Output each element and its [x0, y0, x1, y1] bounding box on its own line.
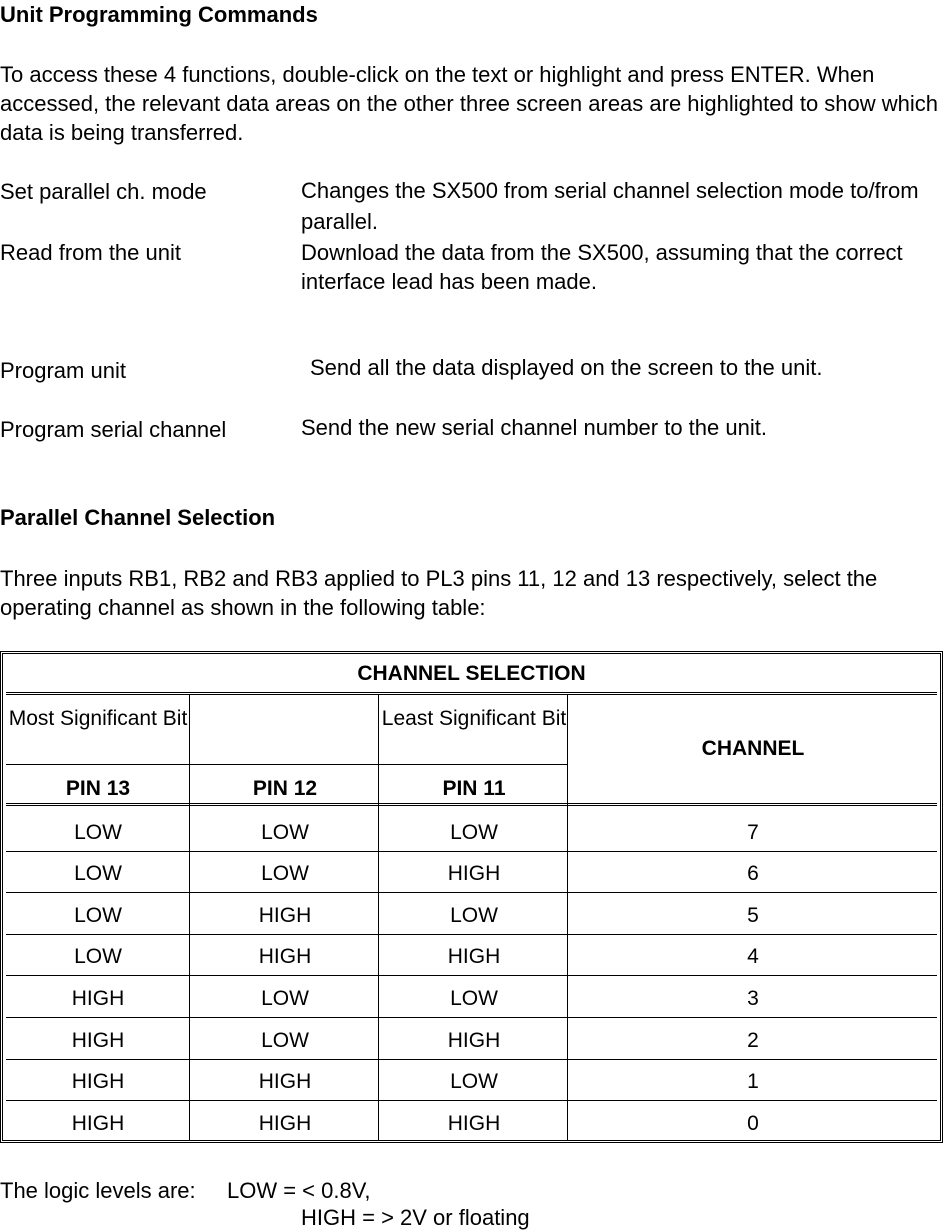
table-divider [6, 1059, 937, 1060]
table-cell-channel: 1 [747, 1070, 759, 1093]
table-divider [6, 892, 937, 893]
table-cell-channel: 4 [747, 945, 759, 968]
table-cell: HIGH [258, 1070, 312, 1093]
table-cell: HIGH [447, 945, 501, 968]
section-title-parallel-selection: Parallel Channel Selection [0, 505, 276, 530]
table-divider [6, 1100, 937, 1101]
table-cell-channel: 5 [747, 904, 759, 927]
table-cell: LOW [261, 987, 309, 1010]
table-divider [6, 764, 567, 765]
header-most-significant-bit: Most Significant Bit [8, 707, 188, 730]
channel-selection-table [0, 651, 943, 1143]
command-desc-program-unit: Send all the data displayed on the screen to the unit. [310, 355, 823, 380]
logic-levels-label: The logic levels are: [0, 1178, 196, 1203]
table-cell-channel: 6 [747, 862, 759, 885]
parallel-selection-intro: Three inputs RB1, RB2 and RB3 applied to PL3 pins 11, 12 and 13 respectively, select the operating channel as shown in the following table: [0, 566, 878, 620]
logic-level-high: HIGH = > 2V or floating [301, 1205, 530, 1230]
unit-programming-intro: To access these 4 functions, double-click on the text or highlight and press ENTER. When accessed, the relevant data areas on the other three screen areas are highlighted to show which data is being transferred. [0, 62, 939, 145]
table-cell: LOW [74, 945, 122, 968]
table-divider [6, 1017, 937, 1018]
logic-level-low: LOW = < 0.8V, [227, 1178, 371, 1203]
table-divider [6, 975, 937, 976]
table-cell: LOW [450, 1070, 498, 1093]
header-channel: CHANNEL [701, 737, 805, 760]
command-term-read-from-unit: Read from the unit [0, 240, 181, 265]
table-divider [6, 803, 937, 806]
header-pin-11: PIN 11 [442, 777, 506, 800]
table-cell-channel: 2 [747, 1029, 759, 1052]
table-cell: LOW [450, 821, 498, 844]
command-term-set-parallel: Set parallel ch. mode [0, 179, 207, 204]
table-cell: LOW [261, 862, 309, 885]
table-cell: HIGH [71, 987, 125, 1010]
command-desc-program-serial: Send the new serial channel number to the unit. [301, 415, 767, 440]
table-cell: HIGH [447, 1112, 501, 1135]
command-term-program-unit: Program unit [0, 358, 126, 383]
table-title: CHANNEL SELECTION [357, 662, 586, 685]
table-divider [6, 851, 937, 852]
section-title-unit-programming: Unit Programming Commands [0, 2, 318, 27]
table-cell-channel: 7 [747, 821, 759, 844]
table-cell: HIGH [71, 1029, 125, 1052]
header-pin-13: PIN 13 [65, 777, 131, 800]
table-cell: LOW [450, 904, 498, 927]
command-desc-read-from-unit: Download the data from the SX500, assuming that the correct interface lead has been made. [301, 240, 903, 294]
table-cell-channel: 0 [747, 1112, 759, 1135]
table-cell: HIGH [258, 945, 312, 968]
table-cell: LOW [74, 904, 122, 927]
table-cell: LOW [450, 987, 498, 1010]
table-cell: LOW [261, 1029, 309, 1052]
header-pin-12: PIN 12 [252, 777, 318, 800]
table-divider [6, 692, 937, 695]
table-cell: HIGH [71, 1112, 125, 1135]
table-cell: LOW [74, 862, 122, 885]
table-divider [6, 934, 937, 935]
table-cell-channel: 3 [747, 987, 759, 1010]
header-least-significant-bit: Least Significant Bit [381, 707, 567, 730]
table-cell: HIGH [447, 862, 501, 885]
table-cell: LOW [261, 821, 309, 844]
table-cell: HIGH [258, 1112, 312, 1135]
command-desc-set-parallel: Changes the SX500 from serial channel selection mode to/from parallel. [301, 178, 919, 234]
command-term-program-serial: Program serial channel [0, 417, 227, 442]
table-cell: HIGH [258, 904, 312, 927]
table-cell: LOW [74, 821, 122, 844]
table-cell: HIGH [71, 1070, 125, 1093]
table-cell: HIGH [447, 1029, 501, 1052]
